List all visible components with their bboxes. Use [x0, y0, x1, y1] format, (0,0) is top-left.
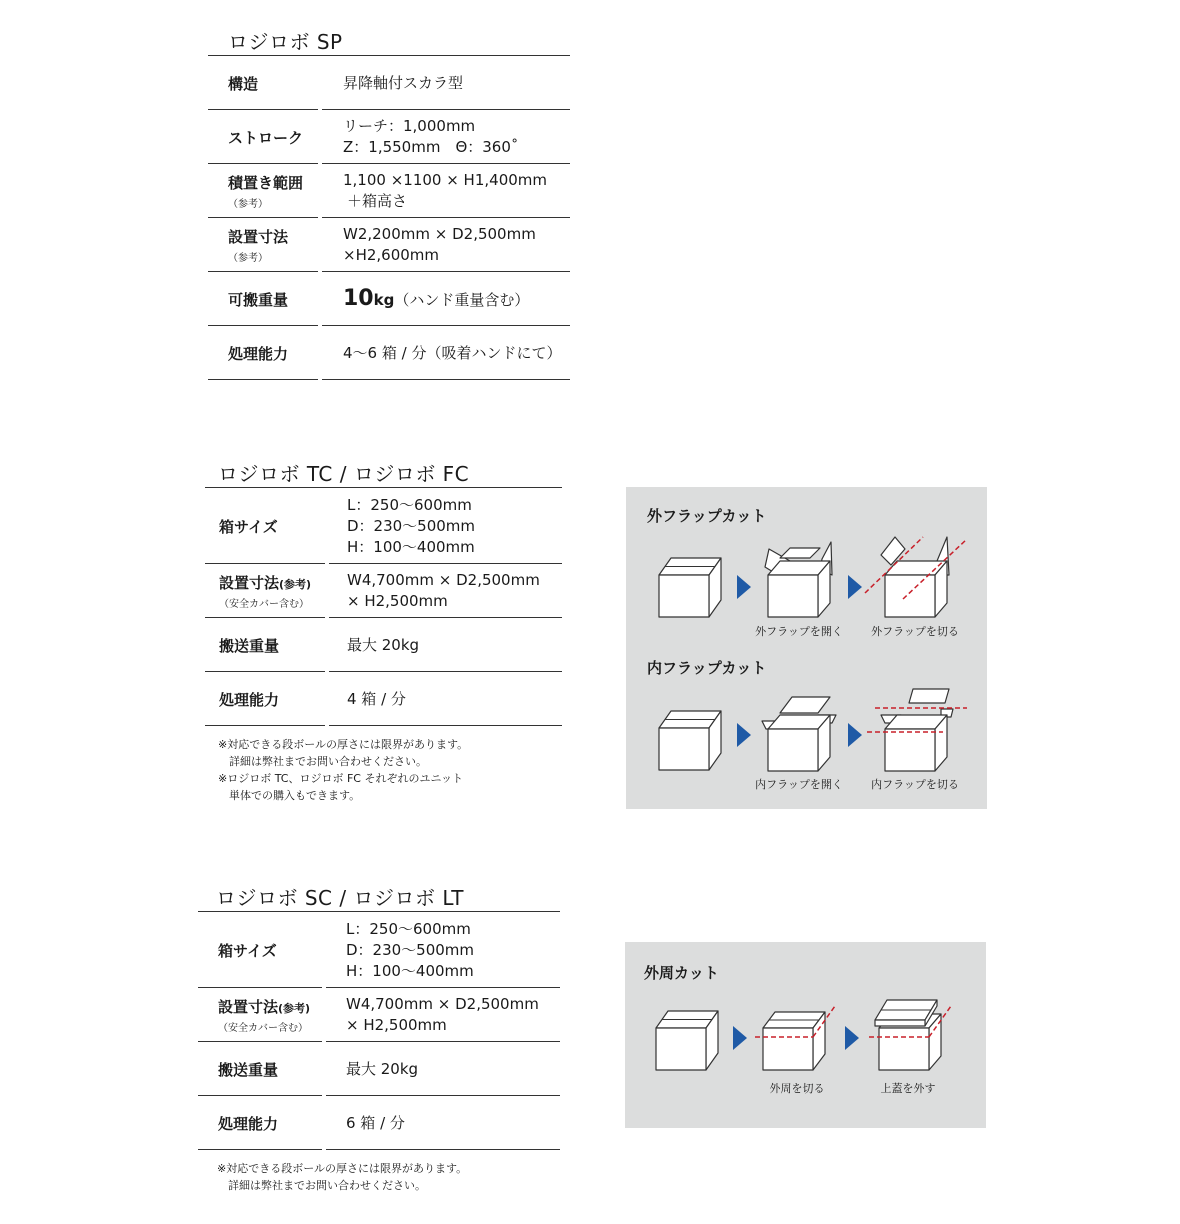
spec-row-rule: [326, 1149, 560, 1150]
spec-value-line: × H2,500mm: [347, 592, 448, 610]
spec-value-line: 4～6 箱 / 分（吸着ハンドにて）: [343, 343, 562, 362]
cut-perimeter-icon: [755, 1002, 835, 1072]
tc-spec-row: [205, 564, 562, 618]
spec-row-rule: [322, 379, 570, 380]
tc-spec-row: [205, 618, 562, 672]
spec-value-line: ＋箱高さ: [347, 192, 408, 210]
spec-label-sub: （安全カバー含む）: [219, 599, 309, 610]
open-inner-flaps-icon: [760, 693, 840, 773]
closed-box-icon: [653, 1006, 723, 1072]
spec-label: [219, 672, 279, 726]
spec-value-line: H：100～400mm: [347, 537, 475, 556]
spec-label-sub: （参考）: [228, 199, 268, 210]
spec-label: [219, 488, 278, 564]
payload-unit: kg: [373, 290, 395, 309]
spec-value: [346, 988, 539, 1042]
sp-spec-row: [208, 326, 570, 380]
payload-note: （ハンド重量含む）: [394, 290, 530, 309]
spec-row-rule: [205, 725, 325, 726]
spec-label: [228, 164, 303, 218]
note-line: 詳細は弊社までお問い合わせください。: [218, 755, 427, 768]
spec-value: [346, 1096, 405, 1150]
spec-label: [228, 56, 258, 110]
outer-caption-cut: 外フラップを切る: [871, 625, 959, 638]
sc-spec-row: [198, 1096, 560, 1150]
perimeter-caption-remove: 上蓋を外す: [880, 1082, 936, 1095]
spec-label-text: 搬送重量: [218, 1060, 279, 1079]
perimeter-cut-title: 外周カット: [644, 964, 719, 982]
perimeter-cut-panel: [625, 942, 986, 1128]
note-line: ※対応できる段ボールの厚さには限界があります。: [217, 1162, 468, 1175]
sc-spec-row: [198, 1042, 560, 1096]
spec-label-text: 積置き範囲: [228, 174, 304, 192]
perimeter-caption-cut: 外周を切る: [769, 1082, 825, 1095]
lid-removed-icon: [865, 994, 955, 1072]
arrow-right-icon: [737, 575, 751, 599]
spec-row-rule: [208, 379, 318, 380]
inner-caption-cut: 内フラップを切る: [871, 778, 959, 791]
spec-label: [219, 564, 311, 618]
note-line: 単体での購入もできます。: [218, 789, 361, 802]
sp-spec-row: [208, 218, 570, 272]
spec-label-text: 構造: [228, 74, 259, 93]
cut-outer-flaps-icon: [871, 531, 971, 619]
spec-value-line: D：230～500mm: [347, 516, 476, 535]
cut-inner-flaps-icon: [871, 687, 971, 773]
spec-value-line: 最大 20kg: [346, 1059, 419, 1078]
spec-value: [343, 56, 463, 110]
sc-spec-table: [198, 912, 560, 1149]
inner-flap-title: 内フラップカット: [647, 659, 767, 677]
outer-caption-open: 外フラップを開く: [755, 625, 843, 638]
arrow-right-icon: [845, 1026, 859, 1050]
spec-value-line: × H2,500mm: [346, 1016, 447, 1034]
spec-label-text: ストローク: [228, 128, 304, 147]
spec-value-line: ×H2,600mm: [343, 246, 440, 264]
spec-label-text: 可搬重量: [228, 290, 289, 309]
spec-value-line: 4 箱 / 分: [347, 689, 406, 708]
spec-value: [346, 912, 474, 988]
spec-value: [347, 564, 540, 618]
spec-label-text: 搬送重量: [219, 636, 280, 655]
outer-flap-title: 外フラップカット: [647, 507, 767, 525]
spec-value-line: 6 箱 / 分: [346, 1113, 405, 1132]
flap-cut-panel: [626, 487, 987, 809]
sc-spec-row: [198, 988, 560, 1042]
spec-label-text: 設置寸法: [219, 574, 280, 592]
spec-value-line: L：250～600mm: [346, 919, 471, 938]
spec-row-rule: [329, 725, 562, 726]
spec-label: [219, 618, 279, 672]
sc-title: ロジロボ SC / ロジロボ LT: [216, 886, 464, 910]
spec-value: [343, 164, 547, 218]
sp-spec-row: [208, 272, 570, 326]
spec-value: [343, 326, 561, 380]
closed-box-icon: [656, 706, 726, 772]
spec-label-text: 箱サイズ: [219, 517, 278, 536]
arrow-right-icon: [848, 575, 862, 599]
spec-value: [346, 1042, 418, 1096]
spec-value: [347, 618, 419, 672]
spec-value-line: H：100～400mm: [346, 961, 474, 980]
tc-spec-table: [205, 488, 562, 725]
spec-label-sub: （参考）: [228, 253, 268, 264]
sc-notes: [217, 1160, 467, 1194]
inner-caption-open: 内フラップを開く: [755, 778, 843, 791]
sp-spec-table: [208, 56, 570, 380]
spec-label-text: 処理能力: [218, 1114, 279, 1133]
spec-label-text: 処理能力: [219, 690, 280, 709]
tc-notes: [218, 736, 468, 804]
spec-label-note: (参考): [278, 1002, 311, 1015]
spec-label: [228, 110, 303, 164]
spec-label-text: 処理能力: [228, 344, 289, 363]
sp-spec-row: [208, 56, 570, 110]
spec-label-sub: （安全カバー含む）: [218, 1023, 308, 1034]
spec-label: [218, 988, 310, 1042]
open-outer-flaps-icon: [760, 539, 840, 619]
spec-row-rule: [198, 1149, 322, 1150]
spec-value-line: 昇降軸付スカラ型: [343, 73, 464, 92]
spec-value-line: リーチ：1,000mm: [343, 117, 476, 135]
spec-label: [218, 1096, 278, 1150]
spec-value-line: 1,100 ×1100 × H1,400mm: [343, 171, 548, 189]
spec-label: [228, 272, 288, 326]
tc-spec-row: [205, 672, 562, 726]
sp-spec-row: [208, 110, 570, 164]
spec-value: [347, 488, 475, 564]
spec-label-note: (参考): [279, 578, 312, 591]
arrow-right-icon: [848, 723, 862, 747]
spec-label-text: 設置寸法: [218, 998, 279, 1016]
spec-value-line: 最大 20kg: [347, 635, 420, 654]
sp-title: ロジロボ SP: [228, 30, 343, 54]
spec-value-line: D：230～500mm: [346, 940, 475, 959]
spec-value-line: W4,700mm × D2,500mm: [347, 571, 540, 589]
spec-value-line: W4,700mm × D2,500mm: [346, 995, 539, 1013]
sp-spec-row: [208, 164, 570, 218]
arrow-right-icon: [733, 1026, 747, 1050]
spec-label: [228, 326, 288, 380]
spec-value-line: Z：1,550mm Θ：360˚: [343, 138, 519, 156]
note-line: ※ロジロボ TC、ロジロボ FC それぞれのユニット: [218, 772, 464, 785]
spec-value-line: W2,200mm × D2,500mm: [343, 225, 536, 243]
sc-spec-row: [198, 912, 560, 988]
spec-label-text: 設置寸法: [228, 228, 289, 246]
note-line: 詳細は弊社までお問い合わせください。: [217, 1179, 426, 1192]
spec-label: [218, 912, 277, 988]
spec-value: [343, 110, 518, 164]
tc-title: ロジロボ TC / ロジロボ FC: [218, 462, 470, 486]
spec-value-line: L：250～600mm: [347, 495, 472, 514]
note-line: ※対応できる段ボールの厚さには限界があります。: [218, 738, 469, 751]
payload-value: 10: [343, 285, 374, 311]
spec-label-text: 箱サイズ: [218, 941, 277, 960]
spec-value: [347, 672, 406, 726]
spec-value: [343, 272, 529, 326]
tc-spec-row: [205, 488, 562, 564]
closed-box-icon: [656, 553, 726, 619]
spec-label: [218, 1042, 278, 1096]
arrow-right-icon: [737, 723, 751, 747]
spec-value: [343, 218, 536, 272]
spec-label: [228, 218, 288, 272]
